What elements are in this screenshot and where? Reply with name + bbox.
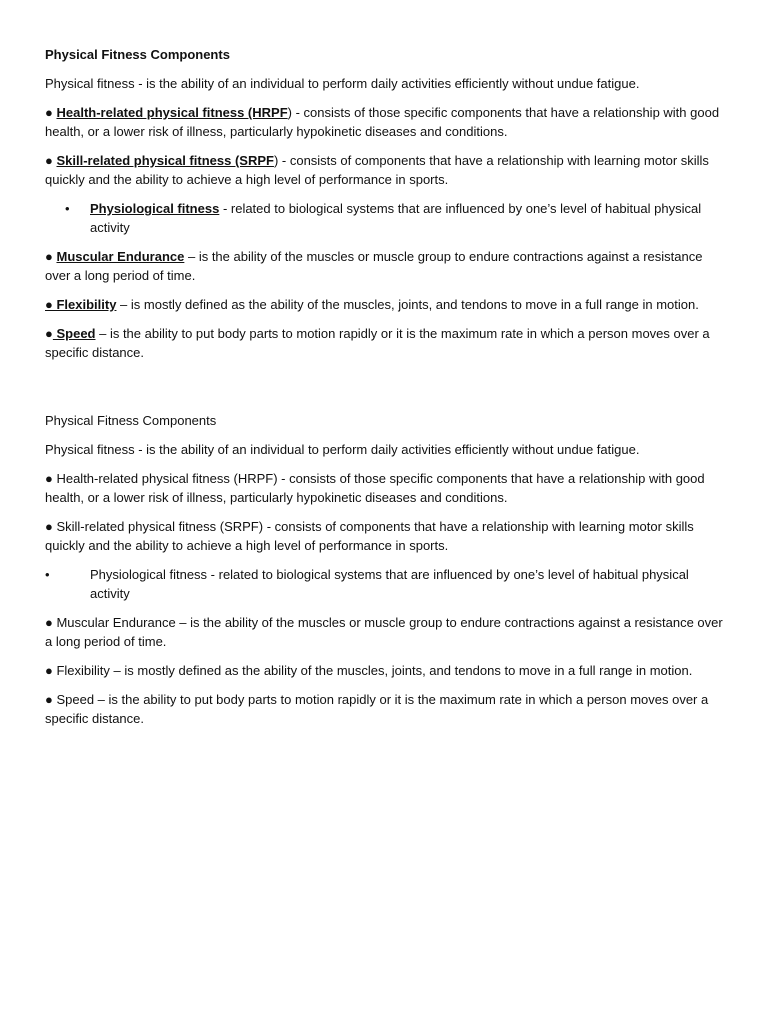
physiological-text: - related to biological systems that are influenced by one’s level of habitual physical activity — [90, 201, 702, 235]
muscular-endurance-text: – is the ability of the muscles or muscle group to endure contractions against a resistance over a long period of time. — [45, 249, 703, 283]
speed-term: Speed — [52, 326, 96, 341]
physiological-text: Physiological fitness - related to biological systems that are influenced by one’s level of habitual physical activity — [90, 567, 689, 601]
bullet: ● — [45, 105, 53, 120]
section-title: Physical Fitness Components — [45, 47, 230, 62]
formatted-section — [45, 45, 725, 372]
sub-bullet: • — [45, 567, 50, 582]
sub-bullet: • — [65, 201, 70, 216]
srpf-term: Skill-related physical fitness (SRPF — [56, 153, 274, 168]
muscular-endurance-term: Muscular Endurance — [56, 249, 185, 264]
bullet: ● — [45, 249, 53, 264]
speed-text: – is the ability to put body parts to motion rapidly or it is the maximum rate in which a person moves over a specific distance. — [45, 326, 710, 360]
muscular-endurance-paragraph — [45, 247, 725, 285]
flexibility-text: – is mostly defined as the ability of the muscles, joints, and tendons to move in a full range in motion. — [116, 297, 699, 312]
physiological-paragraph — [45, 199, 725, 237]
bullet: ● — [45, 153, 53, 168]
flexibility-term: ● Flexibility — [45, 297, 117, 312]
hrpf-paragraph — [45, 103, 725, 141]
muscular-endurance-paragraph: ● Muscular Endurance – is the ability of the muscles or muscle group to endure contractions against a resistance over a long period of time. — [45, 615, 723, 649]
srpf-paragraph: ● Skill-related physical fitness (SRPF) - consists of components that have a relationship with learning motor skills quickly and the ability to achieve a high level of performance in sports. — [45, 519, 694, 553]
section-title: Physical Fitness Components — [45, 413, 217, 428]
flexibility-paragraph — [45, 295, 725, 314]
hrpf-term: Health-related physical fitness (HRPF — [56, 105, 288, 120]
speed-paragraph — [45, 324, 725, 362]
srpf-text: ) - consists of components that have a relationship with learning motor skills quickly and the ability to achieve a high level of performance in sports. — [45, 153, 709, 187]
bullet: ● — [45, 326, 53, 341]
physiological-paragraph — [45, 565, 725, 603]
definition-paragraph: Physical fitness - is the ability of an individual to perform daily activities efficiently without undue fatigue. — [45, 76, 640, 91]
definition-paragraph: Physical fitness - is the ability of an individual to perform daily activities efficiently without undue fatigue. — [45, 442, 640, 457]
flexibility-paragraph: ● Flexibility – is mostly defined as the ability of the muscles, joints, and tendons to move in a full range in motion. — [45, 663, 693, 678]
hrpf-text: ) - consists of those specific components that have a relationship with good health, or a lower risk of illness, particularly hypokinetic diseases and conditions. — [45, 105, 720, 139]
srpf-paragraph — [45, 151, 725, 189]
physiological-term: Physiological fitness — [90, 201, 220, 216]
plain-section — [45, 411, 725, 738]
hrpf-paragraph: ● Health-related physical fitness (HRPF) - consists of those specific components that have a relationship with good health, or a lower risk of illness, particularly hypokinetic diseases and conditions. — [45, 471, 705, 505]
speed-paragraph: ● Speed – is the ability to put body parts to motion rapidly or it is the maximum rate in which a person moves over a specific distance. — [45, 692, 709, 726]
